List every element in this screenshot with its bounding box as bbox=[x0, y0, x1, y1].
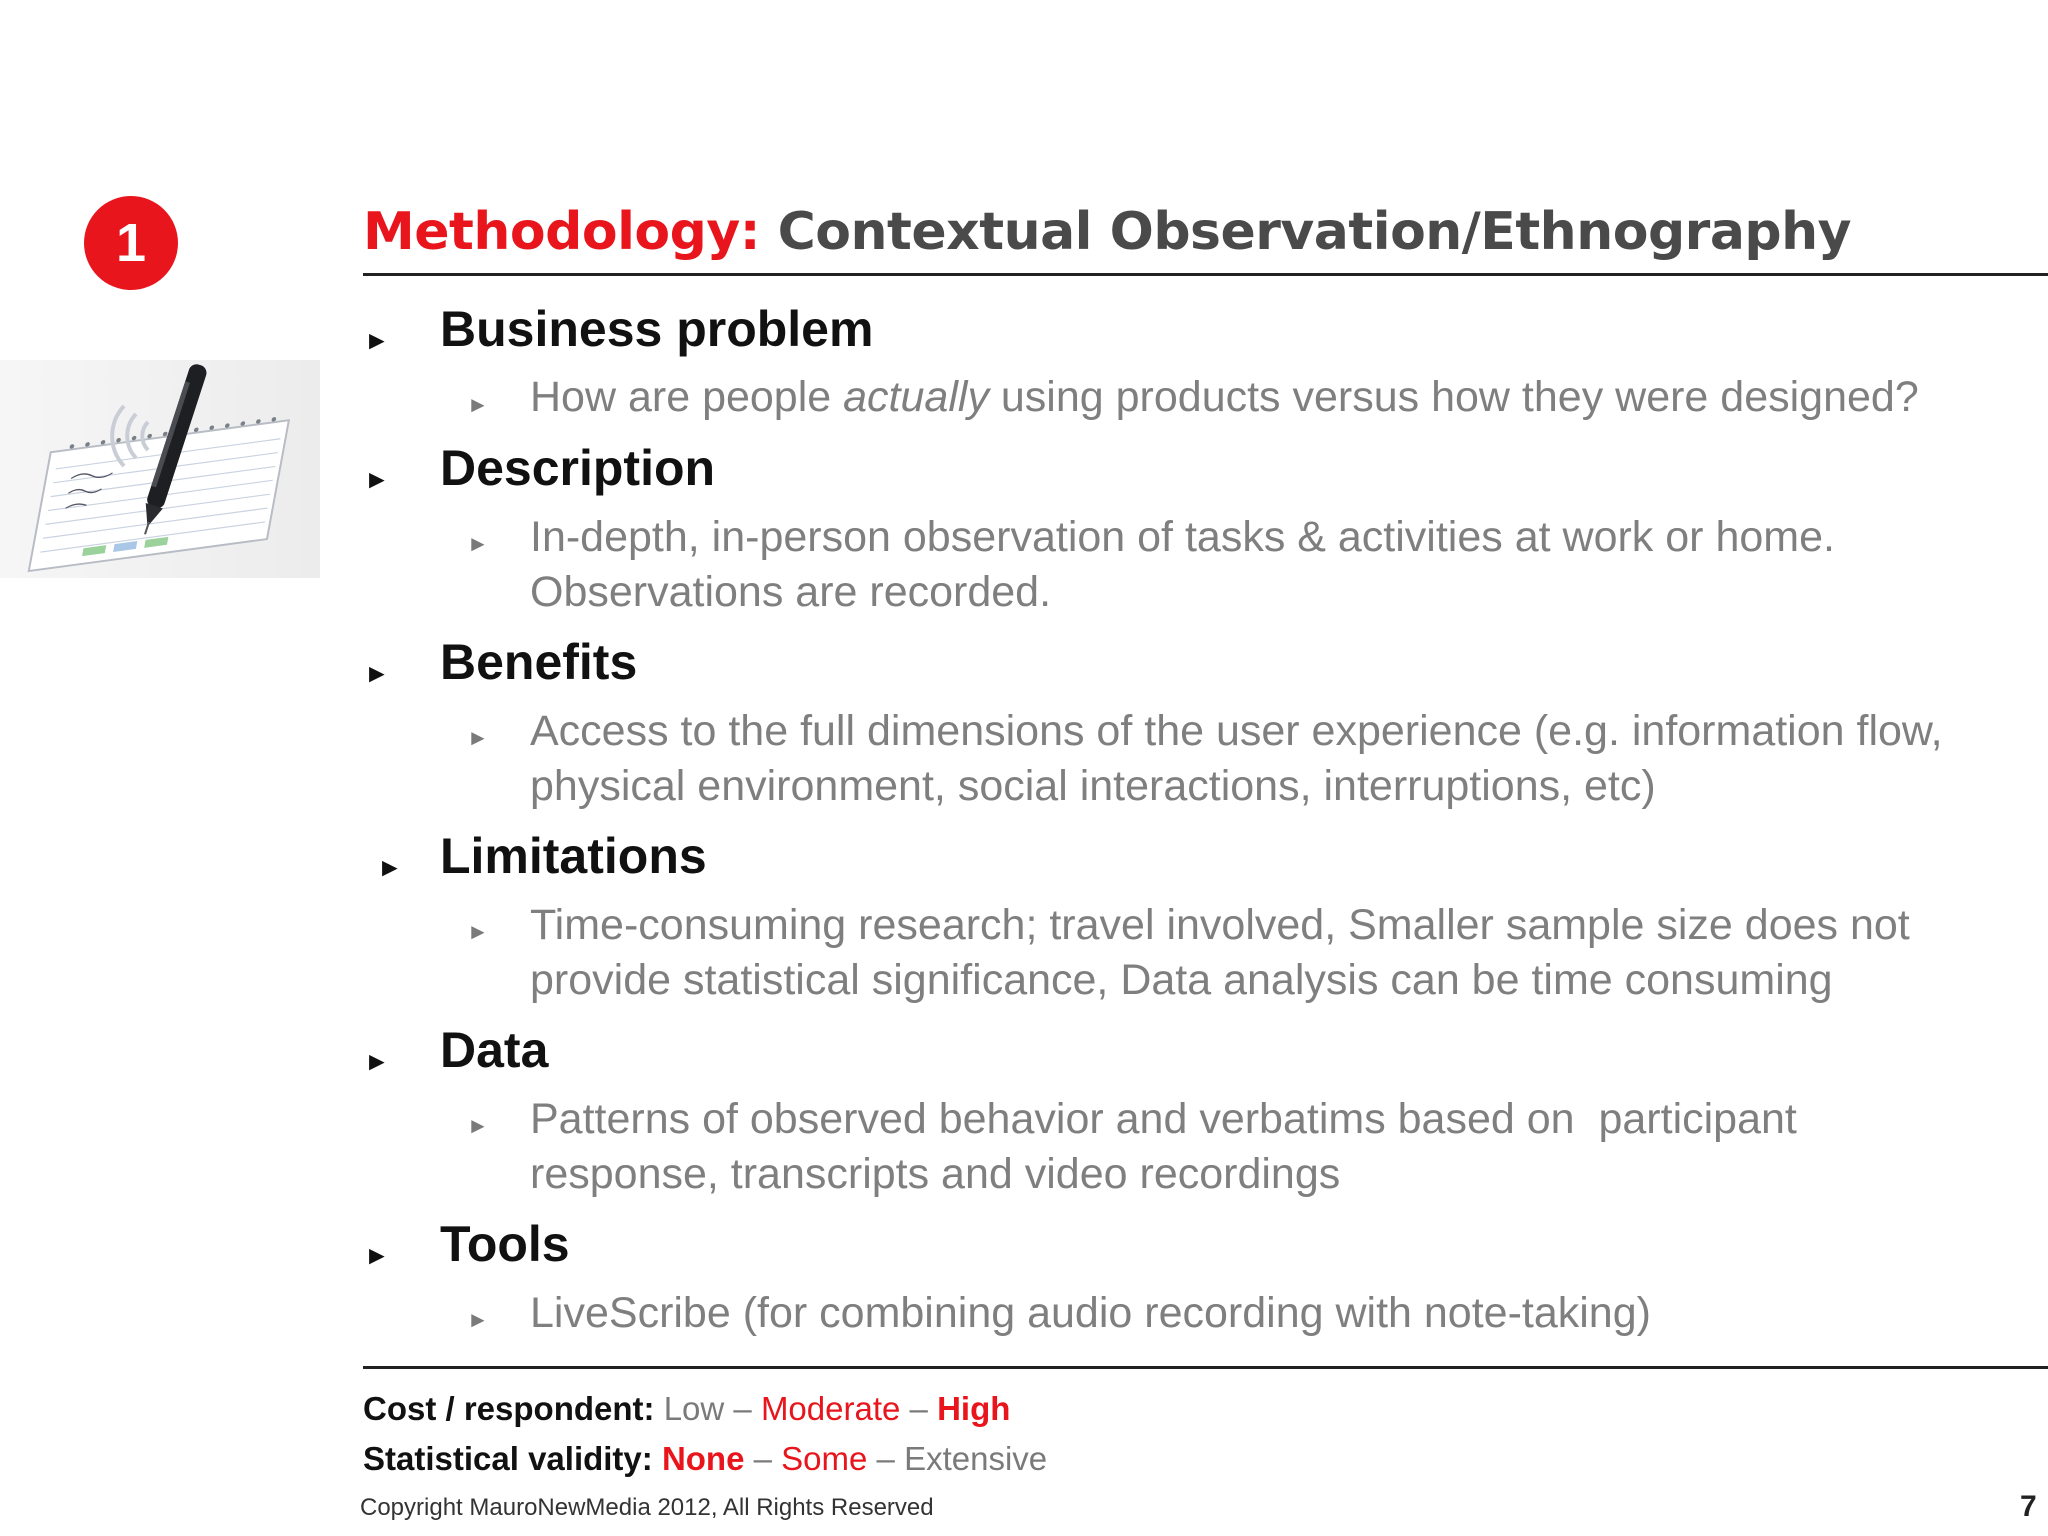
text-line: Observations are recorded. bbox=[530, 568, 1052, 616]
section-text bbox=[530, 1092, 1797, 1202]
sub-bullet-icon: ► bbox=[467, 919, 489, 944]
validity-label: Statistical validity: bbox=[363, 1440, 653, 1477]
section-text bbox=[530, 1286, 1651, 1341]
separator: – bbox=[900, 1390, 938, 1427]
section-heading: Description bbox=[440, 440, 716, 496]
text-line: In-depth, in-person observation of tasks & activities at work or home. bbox=[530, 513, 1835, 561]
page-number: 7 bbox=[2020, 1490, 2037, 1523]
bullet-icon: ► bbox=[364, 1240, 390, 1270]
separator: – bbox=[724, 1390, 761, 1427]
footer-divider bbox=[363, 1366, 2048, 1369]
validity-rating bbox=[363, 1440, 1047, 1478]
notepad-pen-icon bbox=[0, 360, 320, 578]
sub-bullet-icon: ► bbox=[467, 1113, 489, 1138]
text-line: physical environment, social interactions, interruptions, etc) bbox=[530, 762, 1656, 810]
text-run: using products versus how they were designed? bbox=[988, 373, 1919, 421]
section-text bbox=[530, 898, 1910, 1008]
cost-rating bbox=[363, 1390, 1010, 1428]
rating-moderate: Moderate bbox=[760, 1390, 901, 1427]
text-line: Patterns of observed behavior and verbatims based on participant bbox=[530, 1095, 1797, 1143]
cost-label: Cost / respondent: bbox=[363, 1390, 655, 1427]
rating-low: Low bbox=[663, 1390, 725, 1427]
text-line: Access to the full dimensions of the user experience (e.g. information flow, bbox=[530, 707, 1943, 755]
rating-some: Some bbox=[781, 1440, 868, 1477]
rating-extensive: Extensive bbox=[904, 1440, 1048, 1477]
title-prefix: Methodology: bbox=[363, 202, 761, 262]
sub-bullet-icon: ► bbox=[467, 725, 489, 750]
section-text bbox=[530, 370, 1919, 425]
sub-bullet-icon: ► bbox=[467, 392, 489, 417]
slide-number-badge: 1 bbox=[84, 196, 178, 290]
section-heading: Business problem bbox=[440, 301, 874, 357]
section-heading: Tools bbox=[440, 1216, 570, 1272]
title-divider bbox=[363, 273, 2048, 276]
section-heading: Data bbox=[440, 1022, 549, 1078]
text-run: How are people bbox=[530, 373, 844, 421]
section-heading: Limitations bbox=[440, 828, 707, 884]
sub-bullet-icon: ► bbox=[467, 1307, 489, 1332]
bullet-icon: ► bbox=[364, 1046, 390, 1076]
sub-bullet-icon: ► bbox=[467, 531, 489, 556]
section-heading: Benefits bbox=[440, 634, 638, 690]
rating-high: High bbox=[937, 1390, 1011, 1427]
separator: – bbox=[867, 1440, 905, 1477]
section-text bbox=[530, 704, 1943, 814]
emphasis-text: actually bbox=[843, 373, 989, 421]
bullet-icon: ► bbox=[364, 464, 390, 494]
text-line: LiveScribe (for combining audio recording with note-taking) bbox=[530, 1289, 1651, 1337]
rating-none: None bbox=[661, 1440, 745, 1477]
bullet-icon: ► bbox=[364, 325, 390, 355]
bullet-icon: ► bbox=[377, 852, 403, 882]
text-line: response, transcripts and video recordings bbox=[530, 1150, 1341, 1198]
text-line: provide statistical significance, Data analysis can be time consuming bbox=[530, 956, 1833, 1004]
copyright-text: Copyright MauroNewMedia 2012, All Rights Reserved bbox=[360, 1494, 934, 1521]
text-line: Time-consuming research; travel involved, Smaller sample size does not bbox=[530, 901, 1910, 949]
section-text bbox=[530, 510, 1835, 620]
bullet-icon: ► bbox=[364, 658, 390, 688]
slide-title bbox=[363, 202, 1851, 262]
title-main: Contextual Observation/Ethnography bbox=[777, 202, 1852, 262]
separator: – bbox=[744, 1440, 782, 1477]
